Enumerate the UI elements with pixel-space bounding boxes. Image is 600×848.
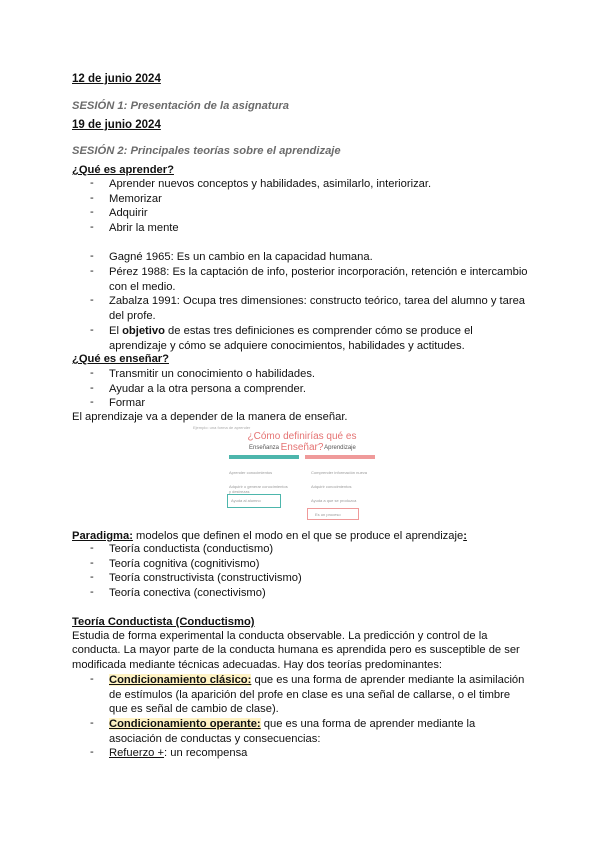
infographic — [227, 428, 377, 524]
infographic-left-item: Adquirir o generar conocimientos y destrezas — [229, 484, 288, 494]
infographic-left-item: Aprender conocimientos — [229, 470, 273, 475]
infographic-title: ¿Cómo definirías qué es Enseñar? — [247, 431, 357, 453]
teoria-heading: Teoría Conductista (Conductismo) — [72, 616, 255, 628]
date-heading-2: 19 de junio 2024 — [72, 119, 161, 131]
session-2-prefix: SESIÓN 2: — [72, 145, 128, 157]
infographic-right-item: Ayuda a que se produzca — [311, 498, 357, 503]
teoria-paragraph-line: Estudia de forma experimental la conducta observable. La predicción y control de la — [72, 630, 488, 642]
date-heading-1: 12 de junio 2024 — [72, 73, 161, 85]
infographic-right-head: Aprendizaje — [324, 445, 356, 451]
infographic-left-head: Enseñanza — [248, 445, 280, 451]
session-2-text: Principales teorías sobre el aprendizaje — [127, 145, 341, 157]
teoria-paragraph-line: modificada mediante técnicas adecuadas. Hay dos teorías predominantes: — [72, 659, 443, 671]
infographic-left-item: Ayuda al alumno — [231, 498, 261, 503]
teoria-paragraph-line: conducta. La mayor parte de la conducta humana es aprendida pero es susceptible de ser — [72, 644, 520, 656]
paradigma-line: Paradigma: modelos que definen el modo en el que se produce el aprendizaje: — [72, 530, 467, 542]
infographic-caption: Ejemplo: una forma de aprender — [193, 425, 251, 430]
session-1-title — [72, 99, 289, 114]
infographic-right-item: Comprender información nueva — [311, 470, 368, 475]
question-aprender: ¿Qué es aprender? — [72, 164, 174, 176]
session-1-text: Presentación de la asignatura — [127, 100, 289, 112]
infographic-right-bar — [305, 455, 375, 459]
infographic-right-item: Es un proceso — [315, 512, 341, 517]
sentence-aprendizaje: El aprendizaje va a depender de la manera de enseñar. — [72, 411, 348, 423]
infographic-left-bar — [229, 455, 299, 459]
session-1-prefix: SESIÓN 1: — [72, 100, 128, 112]
question-ensenar: ¿Qué es enseñar? — [72, 353, 169, 365]
session-2-title — [72, 144, 341, 159]
infographic-right-item: Adquirir conocimientos — [311, 484, 352, 489]
